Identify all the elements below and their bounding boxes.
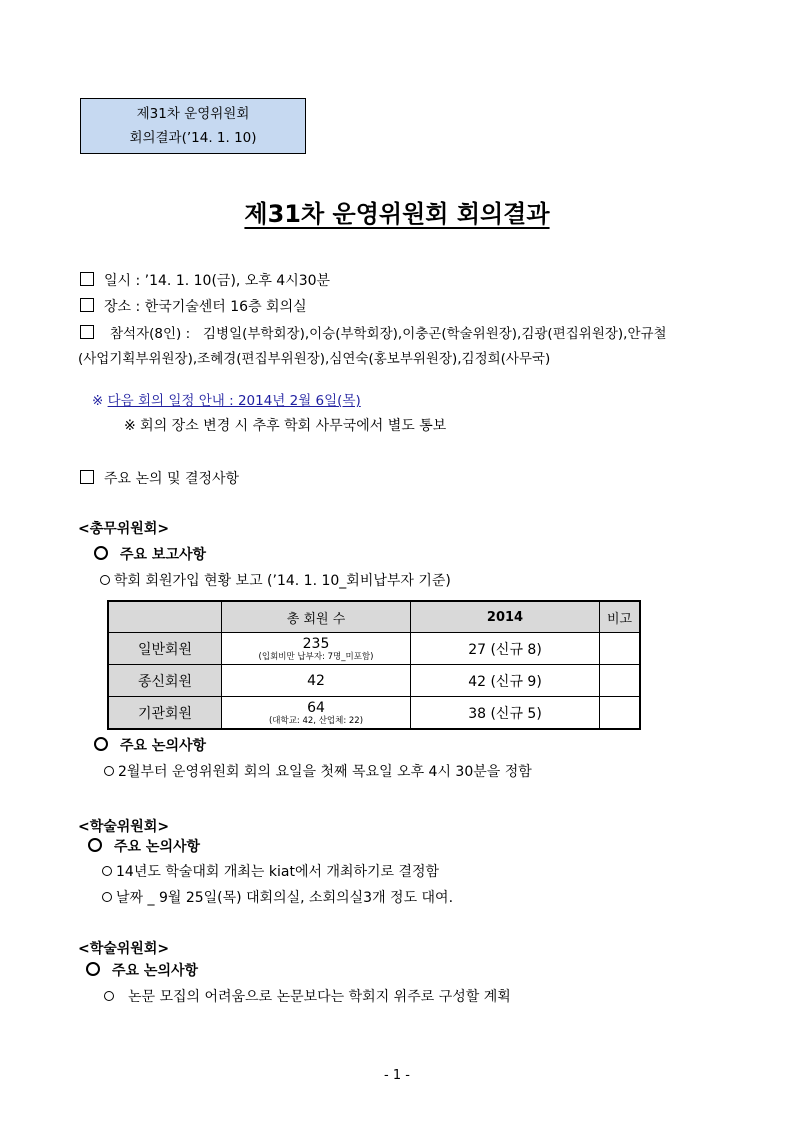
row-total: 42 [222, 665, 411, 697]
table-header: 총 회원 수 [222, 601, 411, 633]
row-note [600, 633, 641, 665]
info-attendees: 참석자(8인) : 김병일(부학회장),이승(부학회장),이충곤(학술위원장),김광(편집위원장),안규철 [80, 322, 667, 342]
checkbox-icon [80, 272, 94, 286]
general-discussion-item: 2월부터 운영위원회 회의 요일을 첫째 목요일 오후 4시 30분을 정함 [104, 761, 532, 781]
checkbox-icon [80, 325, 94, 339]
circle-bullet-icon [86, 962, 100, 976]
header-line-2: 회의결과(’14. 1. 10) [129, 130, 257, 146]
small-circle-icon [100, 575, 110, 585]
academic-item-2: 날짜 _ 9월 25일(목) 대회의실, 소회의실3개 정도 대여. [102, 887, 453, 907]
table-row [108, 697, 640, 730]
next-meeting: ※ 다음 회의 일정 안내 : 2014년 2월 6일(목) [92, 393, 361, 409]
section-title-general: <총무위원회> [78, 521, 170, 537]
general-discussion-heading: 주요 논의사항 [94, 735, 206, 755]
small-circle-icon [102, 892, 112, 902]
info-datetime: 일시 : ’14. 1. 10(금), 오후 4시30분 [80, 270, 330, 290]
row-2014: 27 (신규 8) [411, 633, 600, 665]
circle-bullet-icon [88, 838, 102, 852]
info-attendees-cont: (사업기획부위원장),조혜경(편집부위원장),심연숙(홍보부위원장),김정희(사무국) [78, 351, 551, 367]
row-note [600, 697, 641, 730]
header-line-1: 제31차 운영위원회 [136, 106, 250, 122]
row-label: 일반회원 [108, 633, 222, 665]
academic-discussion-heading: 주요 논의사항 [88, 836, 200, 856]
row-label: 기관회원 [108, 697, 222, 730]
small-circle-icon [104, 766, 114, 776]
page-number: - 1 - [384, 1068, 410, 1083]
table-row [108, 633, 640, 665]
row-total: 235 (입회비만 납부자: 7명_미포함) [222, 633, 411, 665]
row-note [600, 665, 641, 697]
table-header-row [108, 601, 640, 633]
membership-table [107, 600, 641, 730]
checkbox-icon [80, 298, 94, 312]
header-box [80, 98, 306, 154]
general-report-item: 학회 회원가입 현황 보고 (’14. 1. 10_회비납부자 기준) [100, 570, 451, 590]
circle-bullet-icon [94, 546, 108, 560]
page-title: 제31차 운영위원회 회의결과 [244, 200, 550, 228]
next-meeting-note: ※ 회의 장소 변경 시 추후 학회 사무국에서 별도 통보 [124, 418, 447, 434]
circle-bullet-icon [94, 737, 108, 751]
checkbox-icon [80, 470, 94, 484]
small-circle-icon [104, 991, 114, 1001]
academic2-item-1: 논문 모집의 어려움으로 논문보다는 학회지 위주로 구성할 계획 [104, 986, 511, 1006]
small-circle-icon [102, 866, 112, 876]
row-2014: 38 (신규 5) [411, 697, 600, 730]
academic-item-1: 14년도 학술대회 개최는 kiat에서 개최하기로 결정함 [102, 861, 439, 881]
row-total: 64 (대학교: 42, 산업체: 22) [222, 697, 411, 730]
info-place: 장소 : 한국기술센터 16층 회의실 [80, 296, 307, 316]
table-header: 2014 [411, 601, 600, 633]
academic2-discussion-heading: 주요 논의사항 [86, 960, 198, 980]
section-title-academic-2: <학술위원회> [78, 941, 170, 957]
table-row [108, 665, 640, 697]
table-header [108, 601, 222, 633]
row-2014: 42 (신규 9) [411, 665, 600, 697]
row-label: 종신회원 [108, 665, 222, 697]
main-heading: 주요 논의 및 결정사항 [80, 468, 239, 488]
table-header: 비고 [600, 601, 641, 633]
section-title-academic: <학술위원회> [78, 819, 170, 835]
general-report-heading: 주요 보고사항 [94, 544, 206, 564]
